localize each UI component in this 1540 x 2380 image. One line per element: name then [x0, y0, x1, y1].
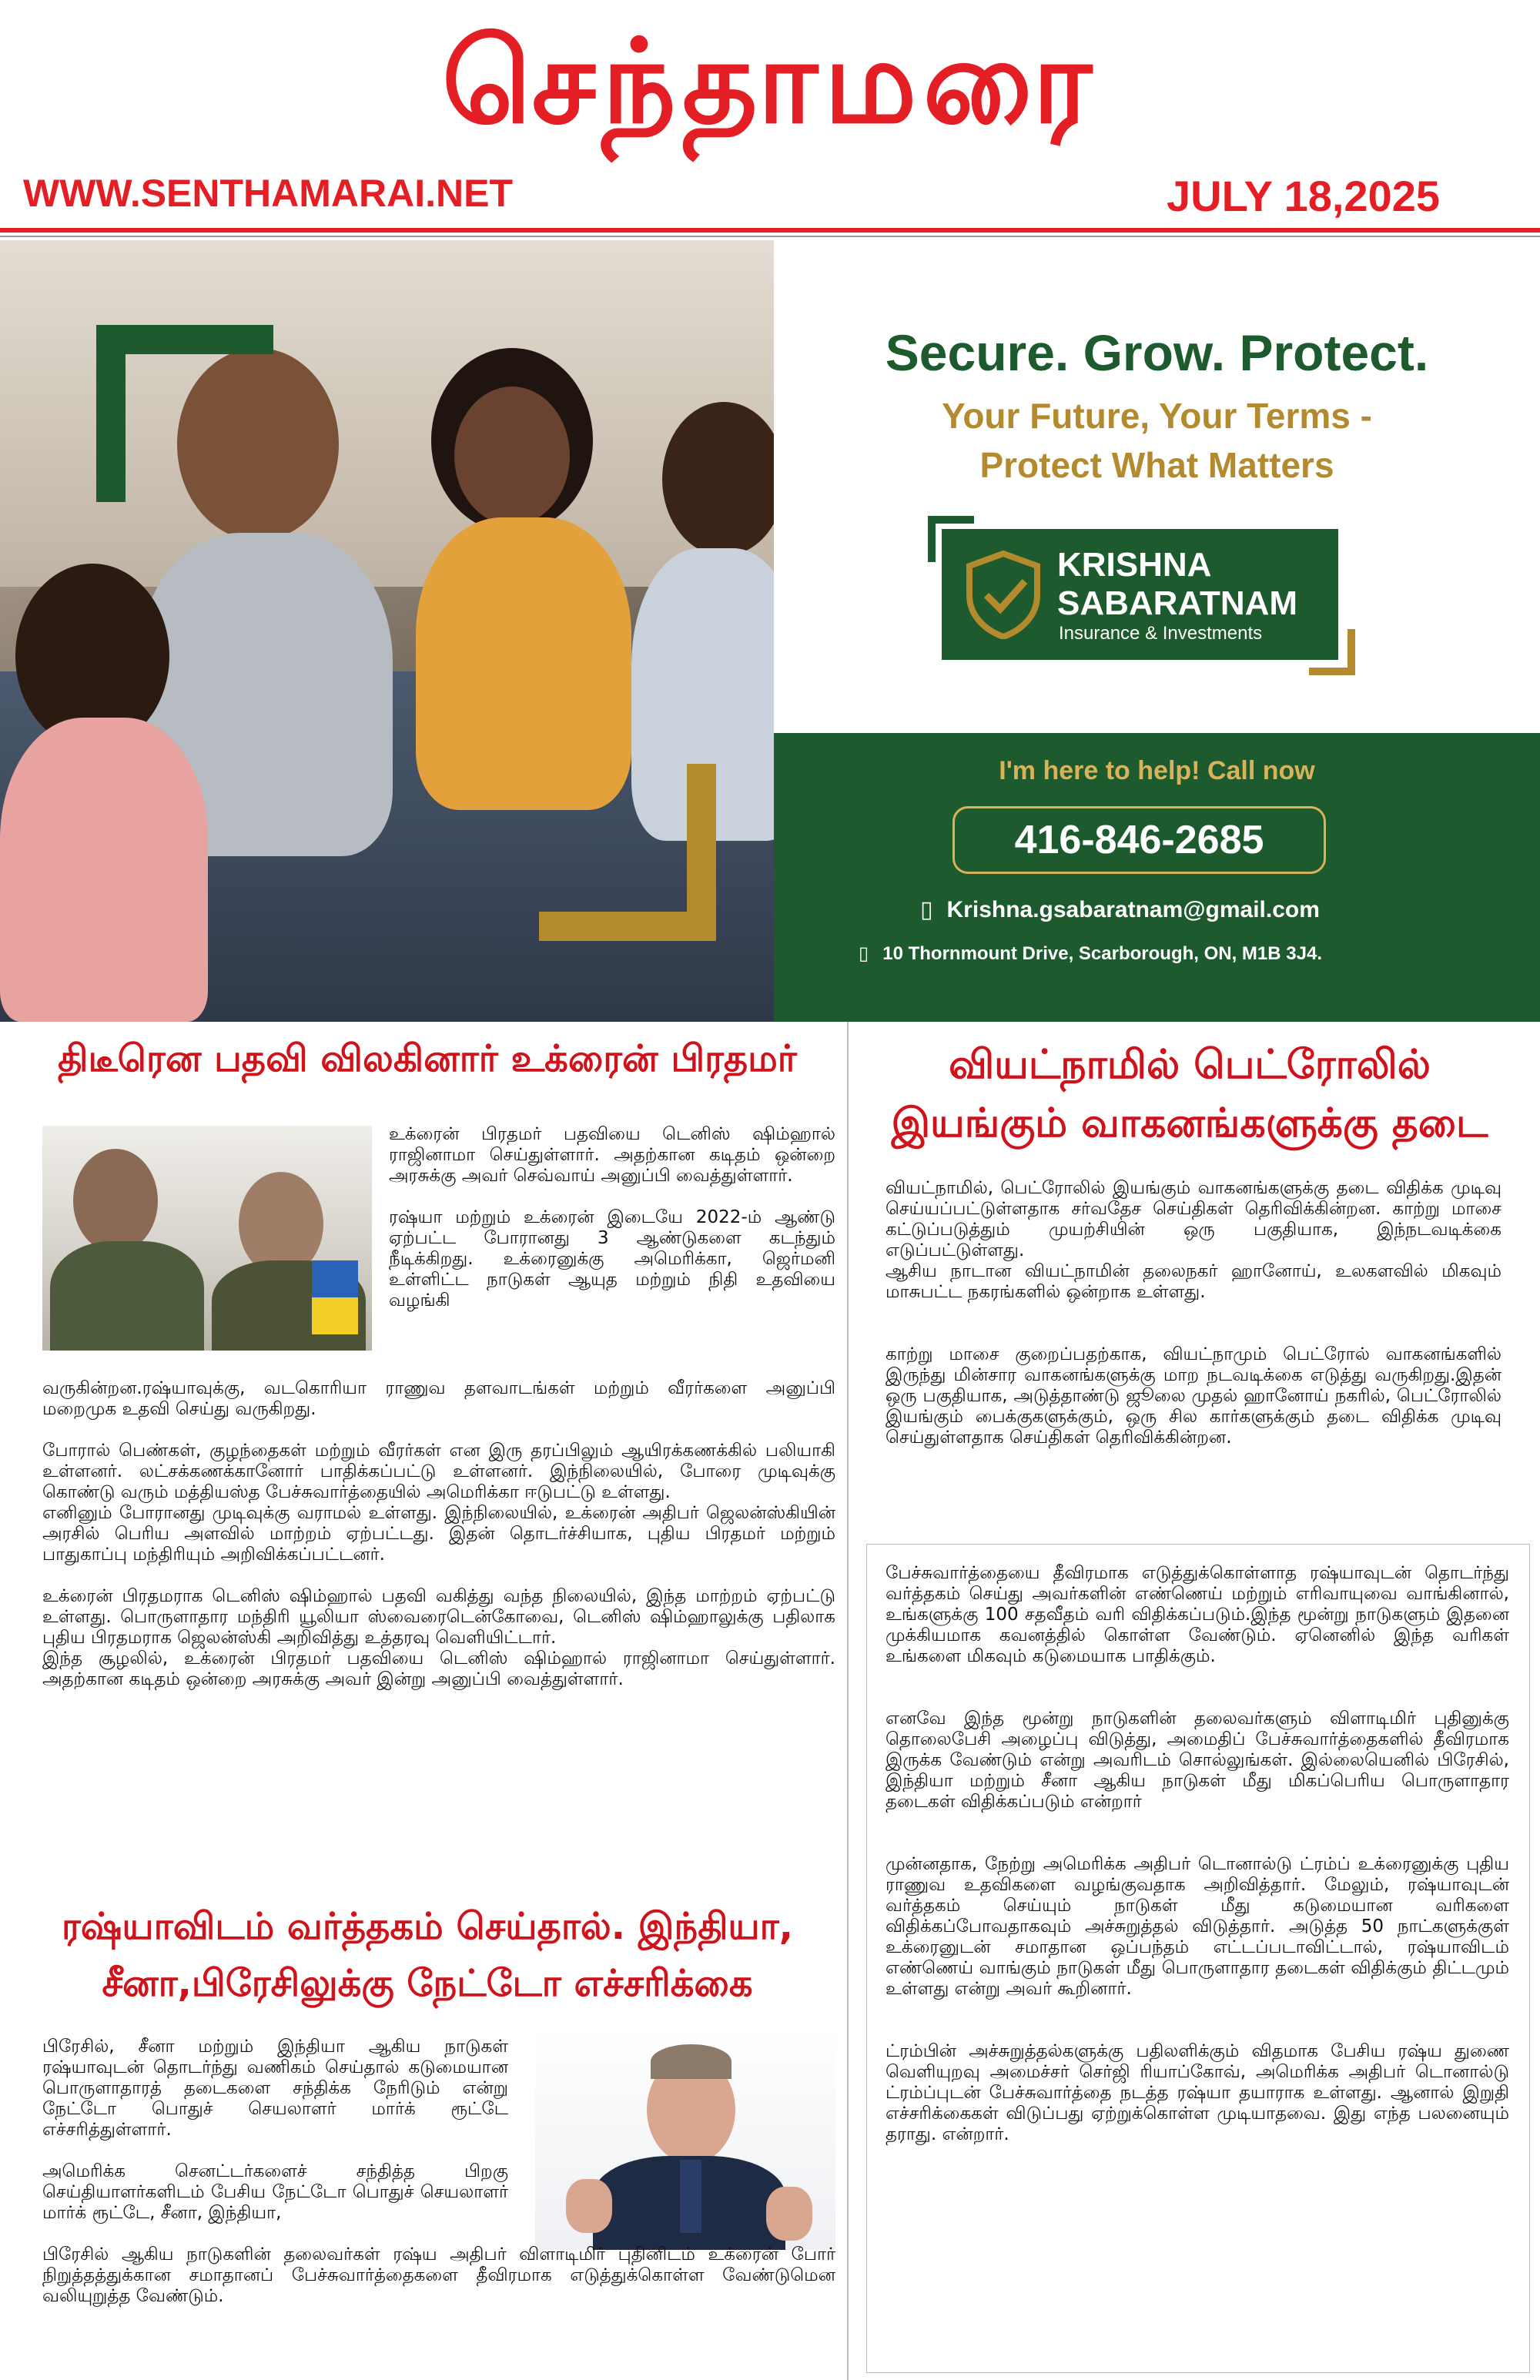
- article-4-paragraph-2: எனவே இந்த மூன்று நாடுகளின் தலைவர்களும் விளாடிமிர் புதினுக்கு தொலைபேசி அழைப்பு விடுத்து, அமைதிப் பேச்சுவார்த்தைகளில் தீவிரமாக இருக்க வேண்டும் என்று அவரிடம் சொல்லுங்கள். இல்லையெனில் பிரேசில், இந்தியா மற்றும் சீனா ஆகிய நாடுகள் மீது மிகப்பெரிய பொருளாதார தடைகள் விதிக்கப்படும் என்றார்: [886, 1709, 1509, 1812]
- email-icon: ▯: [920, 896, 933, 923]
- logo-name-line2: SABARATNAM: [1057, 584, 1298, 622]
- article-1-headline: திடீரென பதவி விலகினார் உக்ரைன் பிரதமர்: [58, 1037, 797, 1080]
- logo-bracket-gold: [1309, 629, 1355, 675]
- article-3-body: [886, 1178, 1502, 1469]
- company-logo: [942, 529, 1338, 660]
- column-divider: [847, 1022, 849, 2380]
- ukraine-flag: [312, 1260, 358, 1297]
- shield-check-icon: [965, 551, 1042, 639]
- newspaper-title: செந்தாமரை: [441, 15, 1099, 149]
- article-1-paragraph-3: போரால் பெண்கள், குழந்தைகள் மற்றும் வீரர்கள் என இரு தரப்பிலும் ஆயிரக்கணக்கில் பலியாகி உள்ளனர். லட்சக்கணக்கானோர் பாதிக்கப்பட்டு உள்ளனர். இந்நிலையில், போரை முடிவுக்கு கொண்டு வரும் மத்தியஸ்த பேச்சுவார்த்தையில் அமெரிக்கா ஈடுபட்டு உள்ளது.: [42, 1441, 835, 1502]
- article-3-headline: வியட்நாமில் பெட்ரோலில் இயங்கும் வாகனங்களுக்கு தடை: [891, 1042, 1488, 1146]
- website-url[interactable]: WWW.SENTHAMARAI.NET: [23, 172, 514, 215]
- masthead: [0, 0, 1540, 233]
- insurance-advertisement: [0, 240, 1540, 1022]
- green-corner-frame: [96, 325, 273, 502]
- article-1-paragraph-6: இந்த சூழலில், உக்ரைன் பிரதமர் பதவியை டெனிஸ் ஷிம்ஹால் ராஜினாமா செய்துள்ளார். அதற்கான கடிதம் ஒன்றை அரசுக்கு அவர் இன்று அனுப்பி வைத்துள்ளார்.: [42, 1649, 835, 1689]
- article-2-paragraph-2b: பிரேசில் ஆகிய நாடுகளின் தலைவர்கள் ரஷ்ய அதிபர் விளாடிமிர் புதினிடம் உக்ரைன் போர் நிறுத்தத்துக்கான சமாதானப் பேச்சுவார்த்தைகளை தீவிரமாக எடுத்துக்கொள்ள வேண்டுமென வலியுறுத்த வேண்டும்.: [42, 2244, 835, 2306]
- ad-text-panel: [774, 240, 1540, 1022]
- article-4-paragraph-4: ட்ரம்பின் அச்சுறுத்தல்களுக்கு பதிலளிக்கும் விதமாக பேசிய ரஷ்ய துணை வெளியுறவு அமைச்சர் செர்ஜி ரியாப்கோவ், அமெரிக்க அதிபர் டொனால்டு ட்ரம்ப்புடன் பேச்சுவார்த்தை நடத்த ரஷ்யா தயாராக உள்ளது. ஆனால் இறுதி எச்சரிக்கைகள் விடுப்பது ஏற்றுக்கொள்ள முடியாதவை. இது எந்த பலனையும் தராது. என்றார்.: [886, 2041, 1509, 2144]
- article-1-photo: [42, 1126, 372, 1351]
- article-1-paragraph-4: எனினும் போரானது முடிவுக்கு வராமல் உள்ளது. இந்நிலையில், உக்ரைன் அதிபர் ஜெலன்ஸ்கியின் அரசில் பெரிய அளவில் மாற்றம் ஏற்பட்டது. இதன் தொடர்ச்சியாக, புதிய பிரதமர் மற்றும் பாதுகாப்பு மந்திரியும் அறிவிக்கப்பட்டனர்.: [42, 1503, 835, 1565]
- masthead-rule: [0, 228, 1540, 233]
- article-2-body: [42, 2244, 835, 2328]
- article-3-paragraph-1b: ஆசிய நாடான வியட்நாமின் தலைநகர் ஹானோய், உலகளவில் மிகவும் மாசுபட்ட நகரங்களில் ஒன்றாக உள்ளது.: [886, 1261, 1502, 1302]
- article-1-body: [42, 1378, 835, 1711]
- article-2-headline: ரஷ்யாவிடம் வர்த்தகம் செய்தால். இந்தியா, சீனா,பிரேசிலுக்கு நேட்டோ எச்சரிக்கை: [62, 1905, 793, 2005]
- article-2-paragraph-2a: அமெரிக்க செனட்டர்களைச் சந்தித்த பிறகு செய்தியாளர்களிடம் பேசிய நேட்டோ பொதுச் செயலாளர் மார்க் ரூட்டே, சீனா, இந்தியா,: [42, 2161, 508, 2223]
- family-photo: [0, 240, 774, 1022]
- article-4-body: [886, 1563, 1509, 2166]
- masthead-rule-thin: [0, 236, 1540, 237]
- article-3-paragraph-2: காற்று மாசை குறைப்பதற்காக, வியட்நாமும் பெட்ரோல் வாகனங்களில் இருந்து மின்சார வாகனங்களுக்கு மாற நடவடிக்கை எடுத்து வருகிறது.இதன் ஒரு பகுதியாக, அடுத்தாண்டு ஜூலை முதல் ஹானோய் நகரில், பெட்ரோலில் இயங்கும் பைக்குகளுக்கும், ஒரு சில கார்களுக்கும் தடை விதிக்க முடிவு செய்துள்ளதாக செய்திகள் தெரிவிக்கின்றன.: [886, 1344, 1502, 1448]
- article-2-photo: [535, 2025, 835, 2250]
- issue-date: JULY 18,2025: [1167, 172, 1440, 220]
- article-4-paragraph-1: பேச்சுவார்த்தையை தீவிரமாக எடுத்துக்கொள்ளாத ரஷ்யாவுடன் தொடர்ந்து வர்த்தகம் செய்து அவர்களின் எண்ணெய் மற்றும் எரிவாயுவை வாங்கினால், உங்களுக்கு 100 சதவீதம் வரி விதிக்கப்படும்.இந்த மூன்று நாடுகளும் இதனை முக்கியமாக கவனத்தில் கொள்ள வேண்டும். ஏனெனில் இந்த வரிகள் உங்களை மிகவும் கடுமையாக பாதிக்கும்.: [886, 1563, 1509, 1666]
- article-4-paragraph-3: முன்னதாக, நேற்று அமெரிக்க அதிபர் டொனால்டு ட்ரம்ப் உக்ரைனுக்கு புதிய ராணுவ உதவிகளை வழங்குவதாக அறிவித்தார். மேலும், ரஷ்யாவுடன் வர்த்தகம் செய்யும் நாடுகள் மீது கடுமையான வரிகளை விதிக்கப்போவதாகவும் அச்சுறுத்தல் விடுத்தார். அடுத்த 50 நாட்களுக்குள் உக்ரைனுடன் சமாதான ஒப்பந்தம் எட்டப்படாவிட்டால், ரஷ்யாவிடம் எண்ணெய் வாங்கும் நாடுகள் மீது பொருளாதார தடைகள் விதிக்கும் திட்டமும் உள்ளது என்று அவர் கூறினார்.: [886, 1854, 1509, 1999]
- contact-email[interactable]: ▯ Krishna.gsabaratnam@gmail.com: [920, 896, 1320, 923]
- location-icon: ▯: [859, 942, 869, 964]
- call-to-action: I'm here to help! Call now: [999, 756, 1315, 785]
- ad-subheadline: Your Future, Your Terms - Protect What Matters: [942, 396, 1372, 485]
- article-2-body-wrap: [42, 2037, 508, 2224]
- article-1-body-wrap: [389, 1124, 835, 1311]
- article-3-paragraph-1: வியட்நாமில், பெட்ரோலில் இயங்கும் வாகனங்களுக்கு தடை விதிக்க முடிவு செய்யப்பட்டுள்ளதாக சர்வதேச செய்திகள் தெரிவிக்கின்றன. காற்று மாசை கட்டுப்படுத்தும் முயற்சியின் ஒரு பகுதியாக, இந்நடவடிக்கை எடுப்பட்டுள்ளது.: [886, 1178, 1502, 1260]
- article-1-paragraph-2a: ரஷ்யா மற்றும் உக்ரைன் இடையே 2022-ம் ஆண்டு ஏற்பட்ட போரானது 3 ஆண்டுகளை கடந்தும் நீடிக்கிறது. உக்ரைனுக்கு அமெரிக்கா, ஜெர்மனி உள்ளிட்ட நாடுகள் ஆயுத மற்றும் நிதி உதவியை வழங்கி: [389, 1207, 835, 1311]
- ad-headline: Secure. Grow. Protect.: [885, 324, 1429, 381]
- article-2-paragraph-1: பிரேசில், சீனா மற்றும் இந்தியா ஆகிய நாடுகள் ரஷ்யாவுடன் தொடர்ந்து வணிகம் செய்தால் கடுமையான பொருளாதாரத் தடைகளை சந்திக்க நேரிடும் என்று நேட்டோ பொதுச் செயலாளர் மார்க் ரூட்டே எச்சரித்துள்ளார்.: [42, 2037, 508, 2140]
- phone-number[interactable]: 416-846-2685: [952, 806, 1326, 874]
- article-1-paragraph-2b: வருகின்றன.ரஷ்யாவுக்கு, வடகொரியா ராணுவ தளவாடங்கள் மற்றும் வீரர்களை அனுப்பி மறைமுக உதவி செய்து வருகிறது.: [42, 1378, 835, 1419]
- article-1-intro: உக்ரைன் பிரதமர் பதவியை டெனிஸ் ஷிம்ஹால் ராஜினாமா செய்துள்ளார். அதற்கான கடிதம் ஒன்றை அரசுக்கு அவர் செவ்வாய் அனுப்பி வைத்துள்ளார்.: [389, 1124, 835, 1186]
- article-1-paragraph-5: உக்ரைன் பிரதமராக டெனிஸ் ஷிம்ஹால் பதவி வகித்து வந்த நிலையில், இந்த மாற்றம் ஏற்பட்டு உள்ளது. பொருளாதார மந்திரி யூலியா ஸ்வைரைடென்கோவை, டெனிஸ் ஷிம்ஹாலுக்கு பதிலாக புதிய பிரதமராக ஜெலன்ஸ்கி அறிவித்து உத்தரவு வெளியிட்டார்.: [42, 1586, 835, 1648]
- logo-tagline: Insurance & Investments: [1059, 623, 1263, 644]
- contact-band: [774, 733, 1540, 1022]
- logo-name-line1: KRISHNA: [1057, 546, 1212, 584]
- contact-address: ▯ 10 Thornmount Drive, Scarborough, ON, M1B 3J4.: [859, 942, 1322, 964]
- gold-corner-frame: [539, 764, 716, 941]
